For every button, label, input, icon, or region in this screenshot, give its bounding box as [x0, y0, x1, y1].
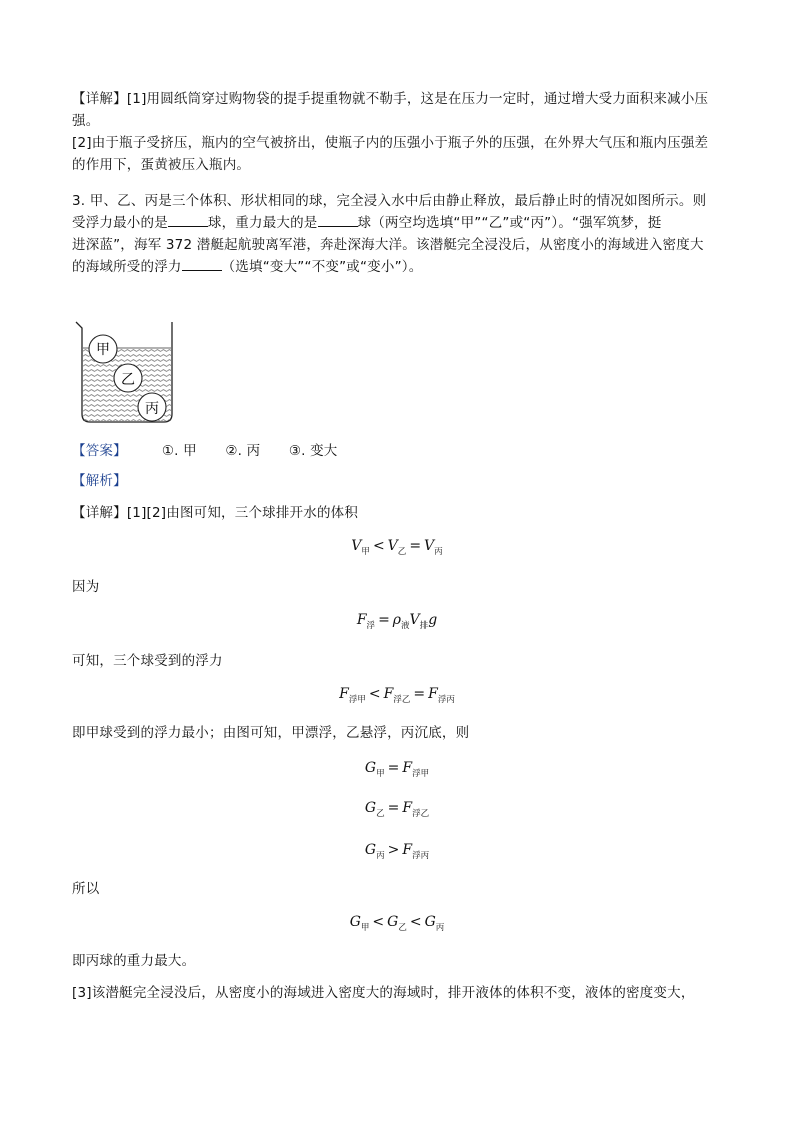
detail-intro-text: [1][2]由图可知，三个球排开水的体积: [126, 505, 359, 521]
ball-jia: [89, 335, 117, 363]
equation-buoyancy: $F_浮 = \rho_液V_排g$: [356, 612, 438, 631]
answer-blank-2: [318, 212, 358, 227]
detail-1-line-2: 强。: [72, 113, 100, 129]
detail-intro: [72, 502, 724, 524]
ball-yi-label: 乙: [121, 372, 135, 388]
answer-item-2: ②. 丙: [225, 443, 261, 459]
answer-blank-1: [168, 212, 208, 227]
answer-row: [72, 440, 724, 462]
detail-2-line-2: 的作用下，蛋黄被压入瓶内。: [72, 157, 251, 173]
answer-item-1: ①. 甲: [161, 443, 197, 459]
question-3-text: 球，重力最大的是: [207, 215, 318, 231]
text-knowable: 可知，三个球受到的浮力: [72, 653, 223, 669]
question-3: [72, 190, 724, 278]
text-because: 因为: [72, 579, 100, 595]
paragraph-detail-1: [72, 88, 724, 132]
ball-yi: [114, 364, 142, 392]
question-3-text: 的海域所受的浮力: [72, 259, 182, 275]
answer-tag: 【答案】: [72, 443, 127, 459]
text-heaviest: 即丙球的重力最大。: [72, 953, 196, 969]
question-3-text: 受浮力最小的是: [72, 215, 168, 231]
text-so: 所以: [72, 881, 100, 897]
text-last: [3]该潜艇完全浸没后，从密度小的海域进入密度大的海域时，排开液体的体积不变，液体的密度变大，: [72, 985, 695, 1001]
text-least: 即甲球受到的浮力最小；由图可知，甲漂浮，乙悬浮，丙沉底，则: [72, 725, 470, 741]
detail-2-line-1: [2]由于瓶子受挤压，瓶内的空气被挤出，使瓶子内的压强小于瓶子外的压强，在外界大气压和瓶内压强差: [72, 135, 709, 151]
ball-bing-label: 丙: [145, 401, 159, 417]
detail-tag: 【详解】: [72, 91, 127, 107]
equation-g-jia: $G_甲 = F_{浮甲}$: [364, 760, 430, 779]
answer-blank-3: [182, 256, 222, 271]
analysis-tag: 【解析】: [72, 473, 127, 489]
detail-1-line-1: [1]用圆纸筒穿过购物袋的提手提重物就不勒手，这是在压力一定时，通过增大受力面积来减小压: [126, 91, 709, 107]
equation-volume: $V_甲 < V_乙 = V_丙$: [351, 538, 443, 557]
equation-g-yi: $G_乙 = F_{浮乙}$: [364, 800, 430, 819]
answer-item-3: ③. 变大: [288, 443, 338, 459]
question-3-line-3: 进深蓝”，海军 372 潜艇起航驶离军港，奔赴深海大洋。该潜艇完全浸没后，从密度小的海域进入密度大: [72, 237, 704, 253]
question-3-line-1: 3. 甲、乙、丙是三个体积、形状相同的球，完全浸入水中后由静止释放，最后静止时的情况如图所示。则: [72, 193, 707, 209]
question-3-text: 球（两空均选填“甲”“乙”或“丙”）。“强军筑梦，挺: [357, 215, 662, 231]
equation-gravity-compare: $G_甲 < G_乙 < G_丙$: [349, 914, 445, 933]
equation-buoyancy-compare: $F_{浮甲} < F_{浮乙} = F_{浮丙}$: [339, 686, 455, 705]
detail-tag: 【详解】: [72, 505, 127, 521]
equation-g-bing: $G_丙 > F_{浮丙}$: [364, 842, 430, 861]
ball-bing: [138, 393, 166, 421]
ball-jia-label: 甲: [96, 342, 110, 358]
question-3-text: （选填“变大”“不变”或“变小”）。: [221, 259, 423, 275]
paragraph-detail-2: [72, 132, 724, 176]
beaker-figure: [72, 318, 182, 428]
